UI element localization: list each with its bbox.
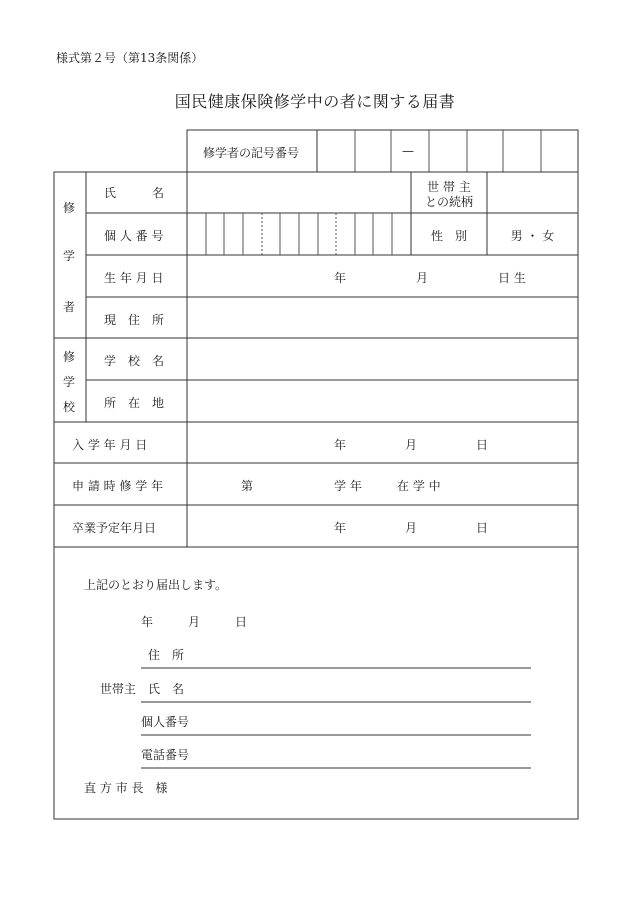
enrollment-month-unit: 月 [405,438,418,452]
enrollment-day-unit: 日 [476,438,489,452]
student-address-field[interactable] [188,298,577,337]
student-group-char-2: 学 [63,249,76,263]
declaration-phone-label: 電話番号 [141,748,190,762]
declaration-month-unit: 月 [188,615,201,629]
school-name-label: 学 校 名 [104,354,165,368]
enrollment-date-label: 入 学 年 月 日 [72,438,148,452]
declaration-personal-number-field[interactable] [200,707,530,733]
declaration-name-label: 氏 名 [148,682,185,696]
page-title: 国民健康保険修学中の者に関する届書 [174,92,456,111]
grade-label: 申 請 時 修 学 年 [72,479,164,493]
student-name-field[interactable] [188,173,410,212]
declaration-day-unit: 日 [235,615,248,629]
student-name-label: 氏 名 [104,186,165,200]
declaration-personal-number-label: 個人番号 [141,715,190,729]
graduation-month-unit: 月 [405,521,418,535]
gender-options[interactable]: 男 ・ 女 [510,229,555,243]
personal-number-field[interactable] [188,214,410,254]
graduation-date-label: 卒業予定年月日 [72,521,157,535]
birthdate-year-unit: 年 [334,271,347,285]
school-group-char-3: 校 [63,400,76,414]
head-of-household-label: 世帯主 [100,682,137,696]
student-address-label: 現 住 所 [104,313,165,327]
record-number-field[interactable] [318,131,577,171]
graduation-year-unit: 年 [334,521,347,535]
grade-status: 在 学 中 [397,479,441,493]
record-number-dash: — [402,144,414,158]
declaration-address-label: 住 所 [148,648,185,662]
enrollment-year-unit: 年 [334,438,347,452]
declaration-phone-field[interactable] [200,740,530,766]
form-number-label: 様式第２号（第13条関係） [56,51,204,65]
record-number-label: 修学者の記号番号 [203,146,300,160]
addressee: 直 方 市 長 様 [84,781,168,795]
household-relation-label-line-2: との続柄 [424,195,473,209]
birthdate-month-unit: 月 [416,271,429,285]
graduation-day-unit: 日 [476,521,489,535]
student-group-char-1: 修 [63,201,76,215]
household-relation-label-line-1: 世 帯 主 [427,180,471,194]
school-group-char-1: 修 [63,350,76,364]
grade-unit: 学 年 [334,479,362,493]
declaration-address-field[interactable] [190,640,530,666]
declaration-name-field[interactable] [190,674,530,700]
birthdate-day-unit: 日 生 [498,271,526,285]
student-group-char-3: 者 [63,300,76,314]
household-relation-field[interactable] [488,173,577,212]
school-group-char-2: 学 [63,375,76,389]
school-name-field[interactable] [188,339,577,379]
declaration-year-unit: 年 [141,615,154,629]
declaration-text: 上記のとおり届出します。 [84,578,228,592]
school-location-field[interactable] [188,381,577,421]
school-location-label: 所 在 地 [104,396,165,410]
gender-label: 性 別 [431,229,468,243]
birthdate-label: 生 年 月 日 [104,271,164,285]
personal-number-label: 個 人 番 号 [104,229,164,243]
grade-ordinal: 第 [241,479,254,493]
